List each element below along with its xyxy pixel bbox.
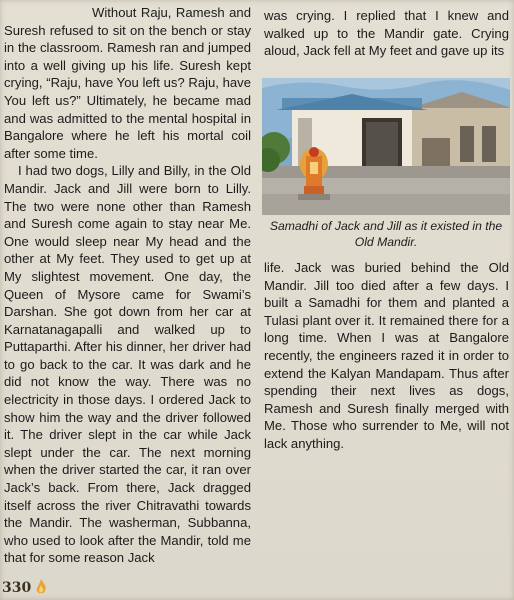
paragraph-ramesh-suresh: Without Raju, Ramesh and Suresh refused to sit on the bench or stay in the classroom. Ramesh ran and jumped into a well giving up his life. Suresh kept crying, “Raju, have You left us? Raju, have You left us?” Ultimately, he became mad and was admitted to the mental hospital in Bangalore where he left his mortal coil after some time. xyxy=(4,5,251,161)
paragraph-jack-and-jill: I had two dogs, Lilly and Billy, in the Old Mandir. Jack and Jill were born to Lilly. The two were none other than Ramesh and Suresh come again to stay near Me. One would sleep near My head and the other at My feet. They used to get up at My slightest movement. One day, the Queen of Mysore came for Swami’s Darshan. She got down from her car at Karnatanagapalli and walked up to Puttaparthi. After his dinner, her driver had to go back to the car. It was dark and he did not know the way. There was no electricity in those days. I ordered Jack to show him the way and the driver followed it. The driver slept in the car while Jack slept under the car. The next morning when the driver started the car, it ran over Jack’s back. From there, Jack dragged itself across the river Chitravathi towards the Mandir. The washerman, Subbanna, who used to look after the Mandir, told me that for some reason Jack xyxy=(4,163,251,566)
photo-caption: Samadhi of Jack and Jill as it existed in the Old Mandir. xyxy=(269,219,503,249)
paragraph-continued: was crying. I replied that I knew and walked up to the Mandir gate. Crying aloud, Jack fell at My feet and gave up its xyxy=(264,8,509,59)
page-number: 330 xyxy=(2,580,32,596)
samadhi-photo-illustration xyxy=(262,78,510,215)
samadhi-photo xyxy=(262,78,510,215)
flame-icon xyxy=(32,578,50,596)
right-text-column-top xyxy=(264,7,509,60)
left-text-column xyxy=(4,4,251,567)
paragraph-burial: life. Jack was buried behind the Old Mandir. Jill too died after a few days. I built a Samadhi for them and planted a Tulasi plant over it. It remained there for a long time. When I was at Bangalore recently, the engineers razed it in order to extend the Kalyan Mandapam. Thus after spending their next lives as dogs, Ramesh and Suresh finally merged with Me. Those who surrender to Me, will not lack anything. xyxy=(264,260,509,451)
right-text-column-bottom xyxy=(264,259,509,453)
